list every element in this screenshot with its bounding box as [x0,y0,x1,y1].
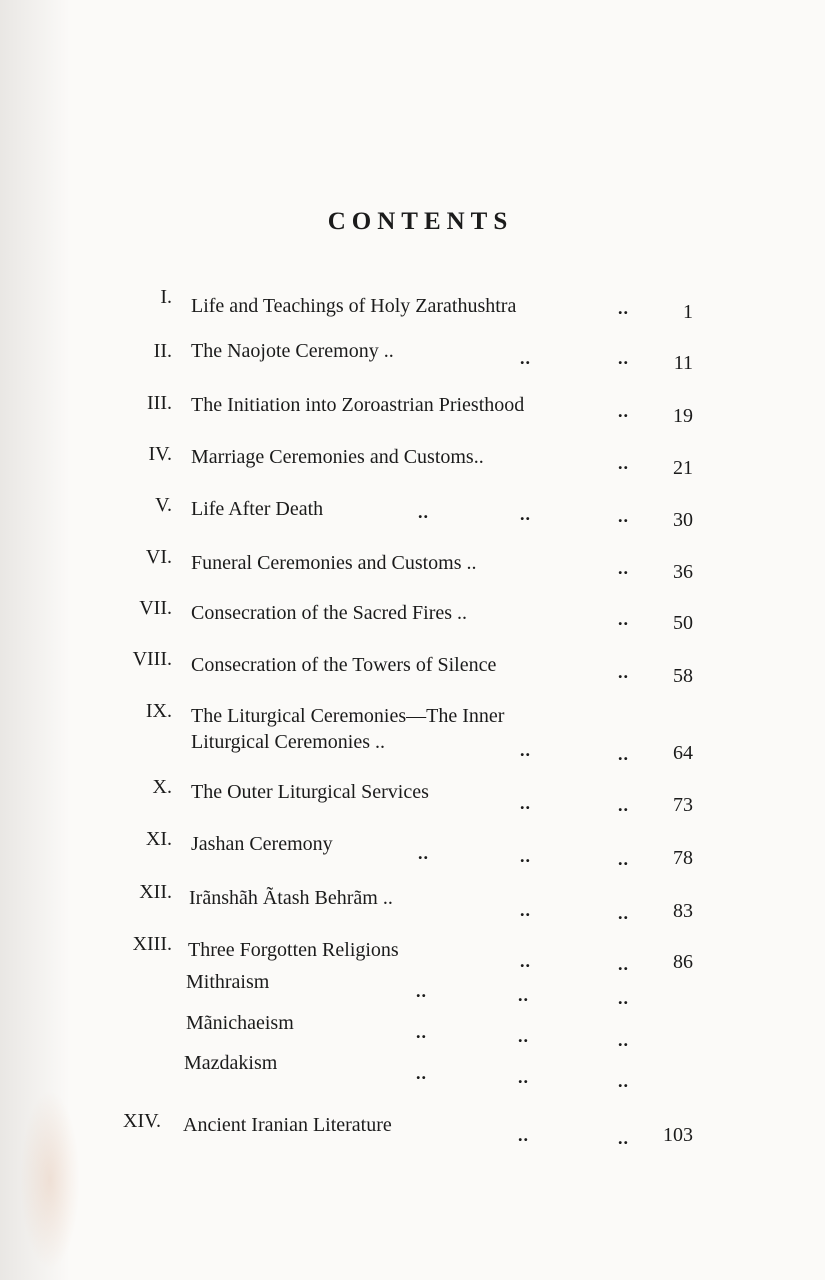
leader-dots: .. [618,401,629,421]
leader-dots: .. [618,506,629,526]
chapter-number: XIV. [123,1110,161,1132]
page-number: 78 [673,847,693,869]
toc-entry [0,933,825,974]
chapter-number: X. [152,776,172,798]
toc-entry [0,340,825,374]
leader-dots: .. [518,1125,529,1145]
toc-entry [0,648,825,687]
sub-entry: Mazdakism [184,1052,278,1074]
leader-dots: .. [520,740,531,760]
leader-dots: .. [618,609,629,629]
leader-dots: .. [416,1063,427,1083]
toc-entry [0,776,825,816]
chapter-title: Jashan Ceremony [191,833,333,855]
page-number: 50 [673,612,693,634]
page-number: 11 [673,352,693,374]
page-number: 86 [673,951,693,973]
leader-dots: .. [518,1026,529,1046]
page-number: 1 [683,301,693,323]
chapter-number: III. [147,392,172,414]
chapter-title: The Naojote Ceremony .. [191,340,394,362]
chapter-title: Ancient Iranian Literature [183,1114,392,1136]
leader-dots: .. [418,843,429,863]
leader-dots: .. [520,793,531,813]
leader-dots: .. [520,846,531,866]
leader-dots: .. [618,558,629,578]
chapter-number: IX. [145,700,172,722]
chapter-title: The Outer Liturgical Services [191,781,429,803]
chapter-title: Funeral Ceremonies and Customs .. [191,552,477,574]
chapter-title: Three Forgotten Religions [188,939,399,961]
leader-dots: .. [618,744,629,764]
chapter-number: V. [155,494,172,516]
chapter-title: Consecration of the Sacred Fires .. [191,602,468,624]
chapter-number: XIII. [132,933,172,955]
page-number: 58 [673,665,693,687]
toc-entry [0,443,825,479]
leader-dots: .. [618,903,629,923]
page-number: 19 [673,405,693,427]
chapter-number: II. [153,340,172,362]
toc-entry [0,828,825,869]
leader-dots: .. [520,951,531,971]
chapter-number: IV. [148,443,172,465]
toc-entry [0,286,825,323]
toc-entry [0,392,825,427]
page-number: 36 [673,561,693,583]
chapter-title-continued: Liturgical Ceremonies .. [191,731,386,753]
chapter-title: Life and Teachings of Holy Zarathushtra [191,295,517,317]
leader-dots: .. [520,348,531,368]
leader-dots: .. [618,1071,629,1091]
sub-entry: Mithraism [186,971,270,993]
chapter-number: I. [160,286,172,308]
toc-entry [0,546,825,583]
leader-dots: .. [618,453,629,473]
leader-dots: .. [618,1128,629,1148]
leader-dots: .. [518,985,529,1005]
toc-entry [0,881,825,923]
page-number: 83 [673,900,693,922]
page-edge-shadow [0,0,70,1280]
chapter-number: VI. [145,546,172,568]
leader-dots: .. [520,504,531,524]
chapter-title: Consecration of the Towers of Silence [191,654,497,676]
chapter-number: XI. [145,828,172,850]
page-number: 73 [673,794,693,816]
toc-entry [0,494,825,531]
leader-dots: .. [618,662,629,682]
chapter-title: The Initiation into Zoroastrian Priesthood [191,394,525,416]
leader-dots: .. [518,1067,529,1087]
leader-dots: .. [618,298,629,318]
leader-dots: .. [618,849,629,869]
page-number: 103 [663,1124,693,1146]
chapter-title: Life After Death [191,498,324,520]
leader-dots: .. [618,1030,629,1050]
chapter-title: Marriage Ceremonies and Customs.. [191,446,484,468]
chapter-number: VII. [139,597,172,619]
leader-dots: .. [416,981,427,1001]
chapter-number: XII. [139,881,172,903]
toc-entry [0,1110,825,1148]
leader-dots: .. [618,348,629,368]
page-number: 64 [673,742,693,764]
sub-entry: Mãnichaeism [186,1012,294,1034]
page-title: CONTENTS [327,208,514,235]
leader-dots: .. [618,954,629,974]
chapter-number: VIII. [132,648,172,670]
leader-dots: .. [618,988,629,1008]
leader-dots: .. [520,900,531,920]
toc-entry [0,597,825,634]
leader-dots: .. [416,1022,427,1042]
page-number: 21 [673,457,693,479]
chapter-title: Irãnshãh Ãtash Behrãm .. [189,887,393,909]
toc-entry [0,700,825,764]
leader-dots: .. [618,795,629,815]
chapter-title: The Liturgical Ceremonies—The Inner [191,705,505,727]
page-number: 30 [673,509,693,531]
leader-dots: .. [418,502,429,522]
